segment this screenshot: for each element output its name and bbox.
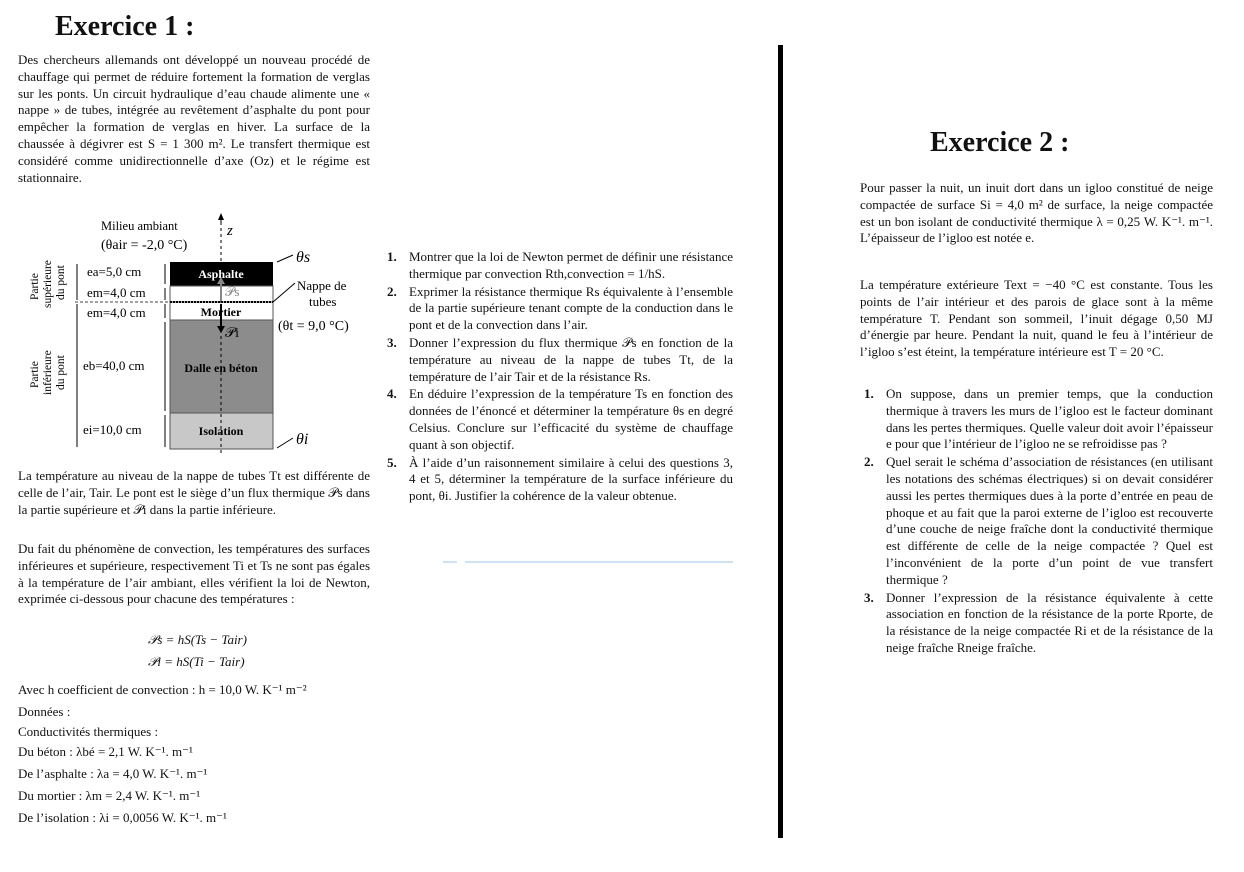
conductivity-asphalte: De l’asphalte : λa = 4,0 W. K⁻¹. m⁻¹ — [18, 766, 208, 781]
milieu-label: Milieu ambiant — [101, 219, 178, 233]
em2-label: em=4,0 cm — [87, 305, 146, 320]
exercise-1-title: Exercice 1 : — [55, 11, 195, 42]
conductivity-beton: Du béton : λbé = 2,1 W. K⁻¹. m⁻¹ — [18, 744, 193, 759]
ex2-para1: Pour passer la nuit, un inuit dort dans un igloo constitué de neige compactée de surface Si = 4,0 m² de surface, la neige compactée est un bon isolant de conductivité thermique λ = 0,25 W. K⁻¹. m⁻¹. L’épaisseur de l’igloo est notée e. — [860, 180, 1213, 246]
partie-inf-label-2: inférieure — [42, 350, 54, 395]
asphalte-label: Asphalte — [198, 267, 244, 281]
exercise-2-title: Exercice 2 : — [930, 127, 1070, 158]
ex2-para2: La température extérieure Text = −40 °C est constante. Tous les points de l’air intérieur et des parois de glace sont à la même température T. Pendant son sommeil, l’inuit dégage 0,50 MJ d’énergie par heure. Pendant la nuit, quand le feu à l’intérieur de l’igloo s’est éteint, la température intérieure est T = 20 °C. — [860, 277, 1213, 360]
partie-sup-label-3: du pont — [55, 265, 67, 300]
question-item: 1. Montrer que la loi de Newton permet de définir une résistance thermique par convection Rth,convection = 1/hS. — [387, 249, 733, 281]
eb-label: eb=40,0 cm — [83, 358, 145, 373]
ea-label: ea=5,0 cm — [87, 264, 142, 279]
pi-label: 𝒫i — [225, 326, 239, 341]
question-item: 4. En déduire l’expression de la température Ts en fonction des données de l’énoncé et déterminer la température θs en degré Celsius. Conclure sur l’efficacité du système de chauffage quant à son objectif. — [387, 386, 733, 452]
equation-ps: 𝒫s = hS(Ts − Tair) — [148, 632, 247, 647]
theta-s-label: θs — [296, 249, 311, 266]
theta-air-label: (θair = -2,0 °C) — [101, 238, 188, 253]
nappe-label: Nappe de — [297, 278, 347, 293]
column-divider — [778, 45, 783, 838]
theta-t-label: (θt = 9,0 °C) — [278, 319, 349, 334]
question-item: 2. Exprimer la résistance thermique Rs équivalente à l’ensemble de la partie supérieure tenant compte de la conduction dans le pont et de la convection dans l’air. — [387, 283, 733, 333]
beton-label: Dalle en béton — [184, 361, 258, 375]
ps-label: 𝒫s — [225, 284, 240, 299]
mortier-label: Mortier — [200, 305, 242, 319]
partie-inf-label-1: Partie — [29, 361, 41, 388]
bridge-layers-diagram — [15, 210, 375, 460]
conductivity-isolation: De l’isolation : λi = 0,0056 W. K⁻¹. m⁻¹ — [18, 810, 227, 825]
h-coefficient: Avec h coefficient de convection : h = 10,0 W. K⁻¹ m⁻² — [18, 682, 307, 697]
question-item: 1. On suppose, dans un premier temps, que la conduction thermique à travers les murs de l’igloo est le facteur dominant dans les pertes thermiques. Quelle valeur doit avoir l’épaisseur e pour que l’intérieur de l’igloo ne se refroidisse pas ? — [864, 386, 1213, 452]
ex1-para2: La température au niveau de la nappe de tubes Tt est différente de celle de l’air, Tair. Le pont est le siège d’un flux thermique 𝒫s dans la partie supérieure et 𝒫i dans la partie inférieure. — [18, 468, 370, 517]
tubes-label: tubes — [309, 294, 337, 309]
em1-label: em=4,0 cm — [87, 285, 146, 300]
partie-inf-label-3: du pont — [55, 355, 67, 390]
ex2-questions — [860, 386, 1213, 658]
equation-pi: 𝒫i = hS(Ti − Tair) — [148, 654, 245, 669]
z-label: z — [227, 223, 233, 239]
partie-sup-label-1: Partie — [29, 273, 41, 300]
question-item: 2. Quel serait le schéma d’association de résistances (en utilisant les notations des schémas électriques) si on devait considérer aussi les pertes thermiques dues à la porte d’entrée en peau de phoque et au fait que la paroi externe de l’igloo est recouverte d’une couche de neige fraîche dont la conductivité thermique est différente de celle de la neige compactée ? Quel est l’inconvénient de la porte d’un point de vue transfert thermique ? — [864, 454, 1213, 587]
ei-label: ei=10,0 cm — [83, 422, 142, 437]
question-item: 3. Donner l’expression du flux thermique 𝒫s en fonction de la température au niveau de la nappe de tubes Tt, de la température de l’air Tair et de la résistance Rs. — [387, 334, 733, 384]
z-arrow-icon — [218, 213, 224, 220]
partie-sup-label-2: supérieure — [42, 260, 54, 308]
ex1-questions — [383, 249, 733, 506]
separator — [443, 561, 457, 563]
question-item: 3. Donner l’expression de la résistance équivalente à cette association en fonction de la résistance de la porte Rporte, de la résistance de la neige compactée Ri et de la résistance de la neige fraîche Rneige fraîche. — [864, 589, 1213, 655]
question-item: 5. À l’aide d’un raisonnement similaire à celui des questions 3, 4 et 5, déterminer la température de la surface inférieure du pont, θi. Justifier la cohérence de la valeur obtenue. — [387, 454, 733, 504]
donnees-label: Données : — [18, 704, 71, 719]
conductivity-mortier: Du mortier : λm = 2,4 W. K⁻¹. m⁻¹ — [18, 788, 201, 803]
isolation-label: Isolation — [198, 424, 244, 438]
ex1-intro: Des chercheurs allemands ont développé un nouveau procédé de chauffage qui permet de réduire fortement la formation de verglas sur les ponts. Un circuit hydraulique d’eau chaude alimente une « nappe » de tubes, intégrée au revêtement d’asphalte du pont pour empêcher la formation de verglas en hiver. La surface de la chaussée à dégivrer est S = 1 300 m². Le transfert thermique est considéré comme unidirectionnelle d’axe (Oz) et le régime est stationnaire. — [18, 52, 370, 185]
separator — [465, 561, 733, 563]
ex1-para3: Du fait du phénomène de convection, les températures des surfaces inférieures et supérieure, respectivement Ti et Ts ne sont pas égales à la température de l’air ambiant, elles vérifient la loi de Newton, exprimée ci-dessous pour chacune des températures : — [18, 541, 370, 607]
theta-i-label: θi — [296, 431, 309, 448]
conductivites-label: Conductivités thermiques : — [18, 724, 159, 739]
